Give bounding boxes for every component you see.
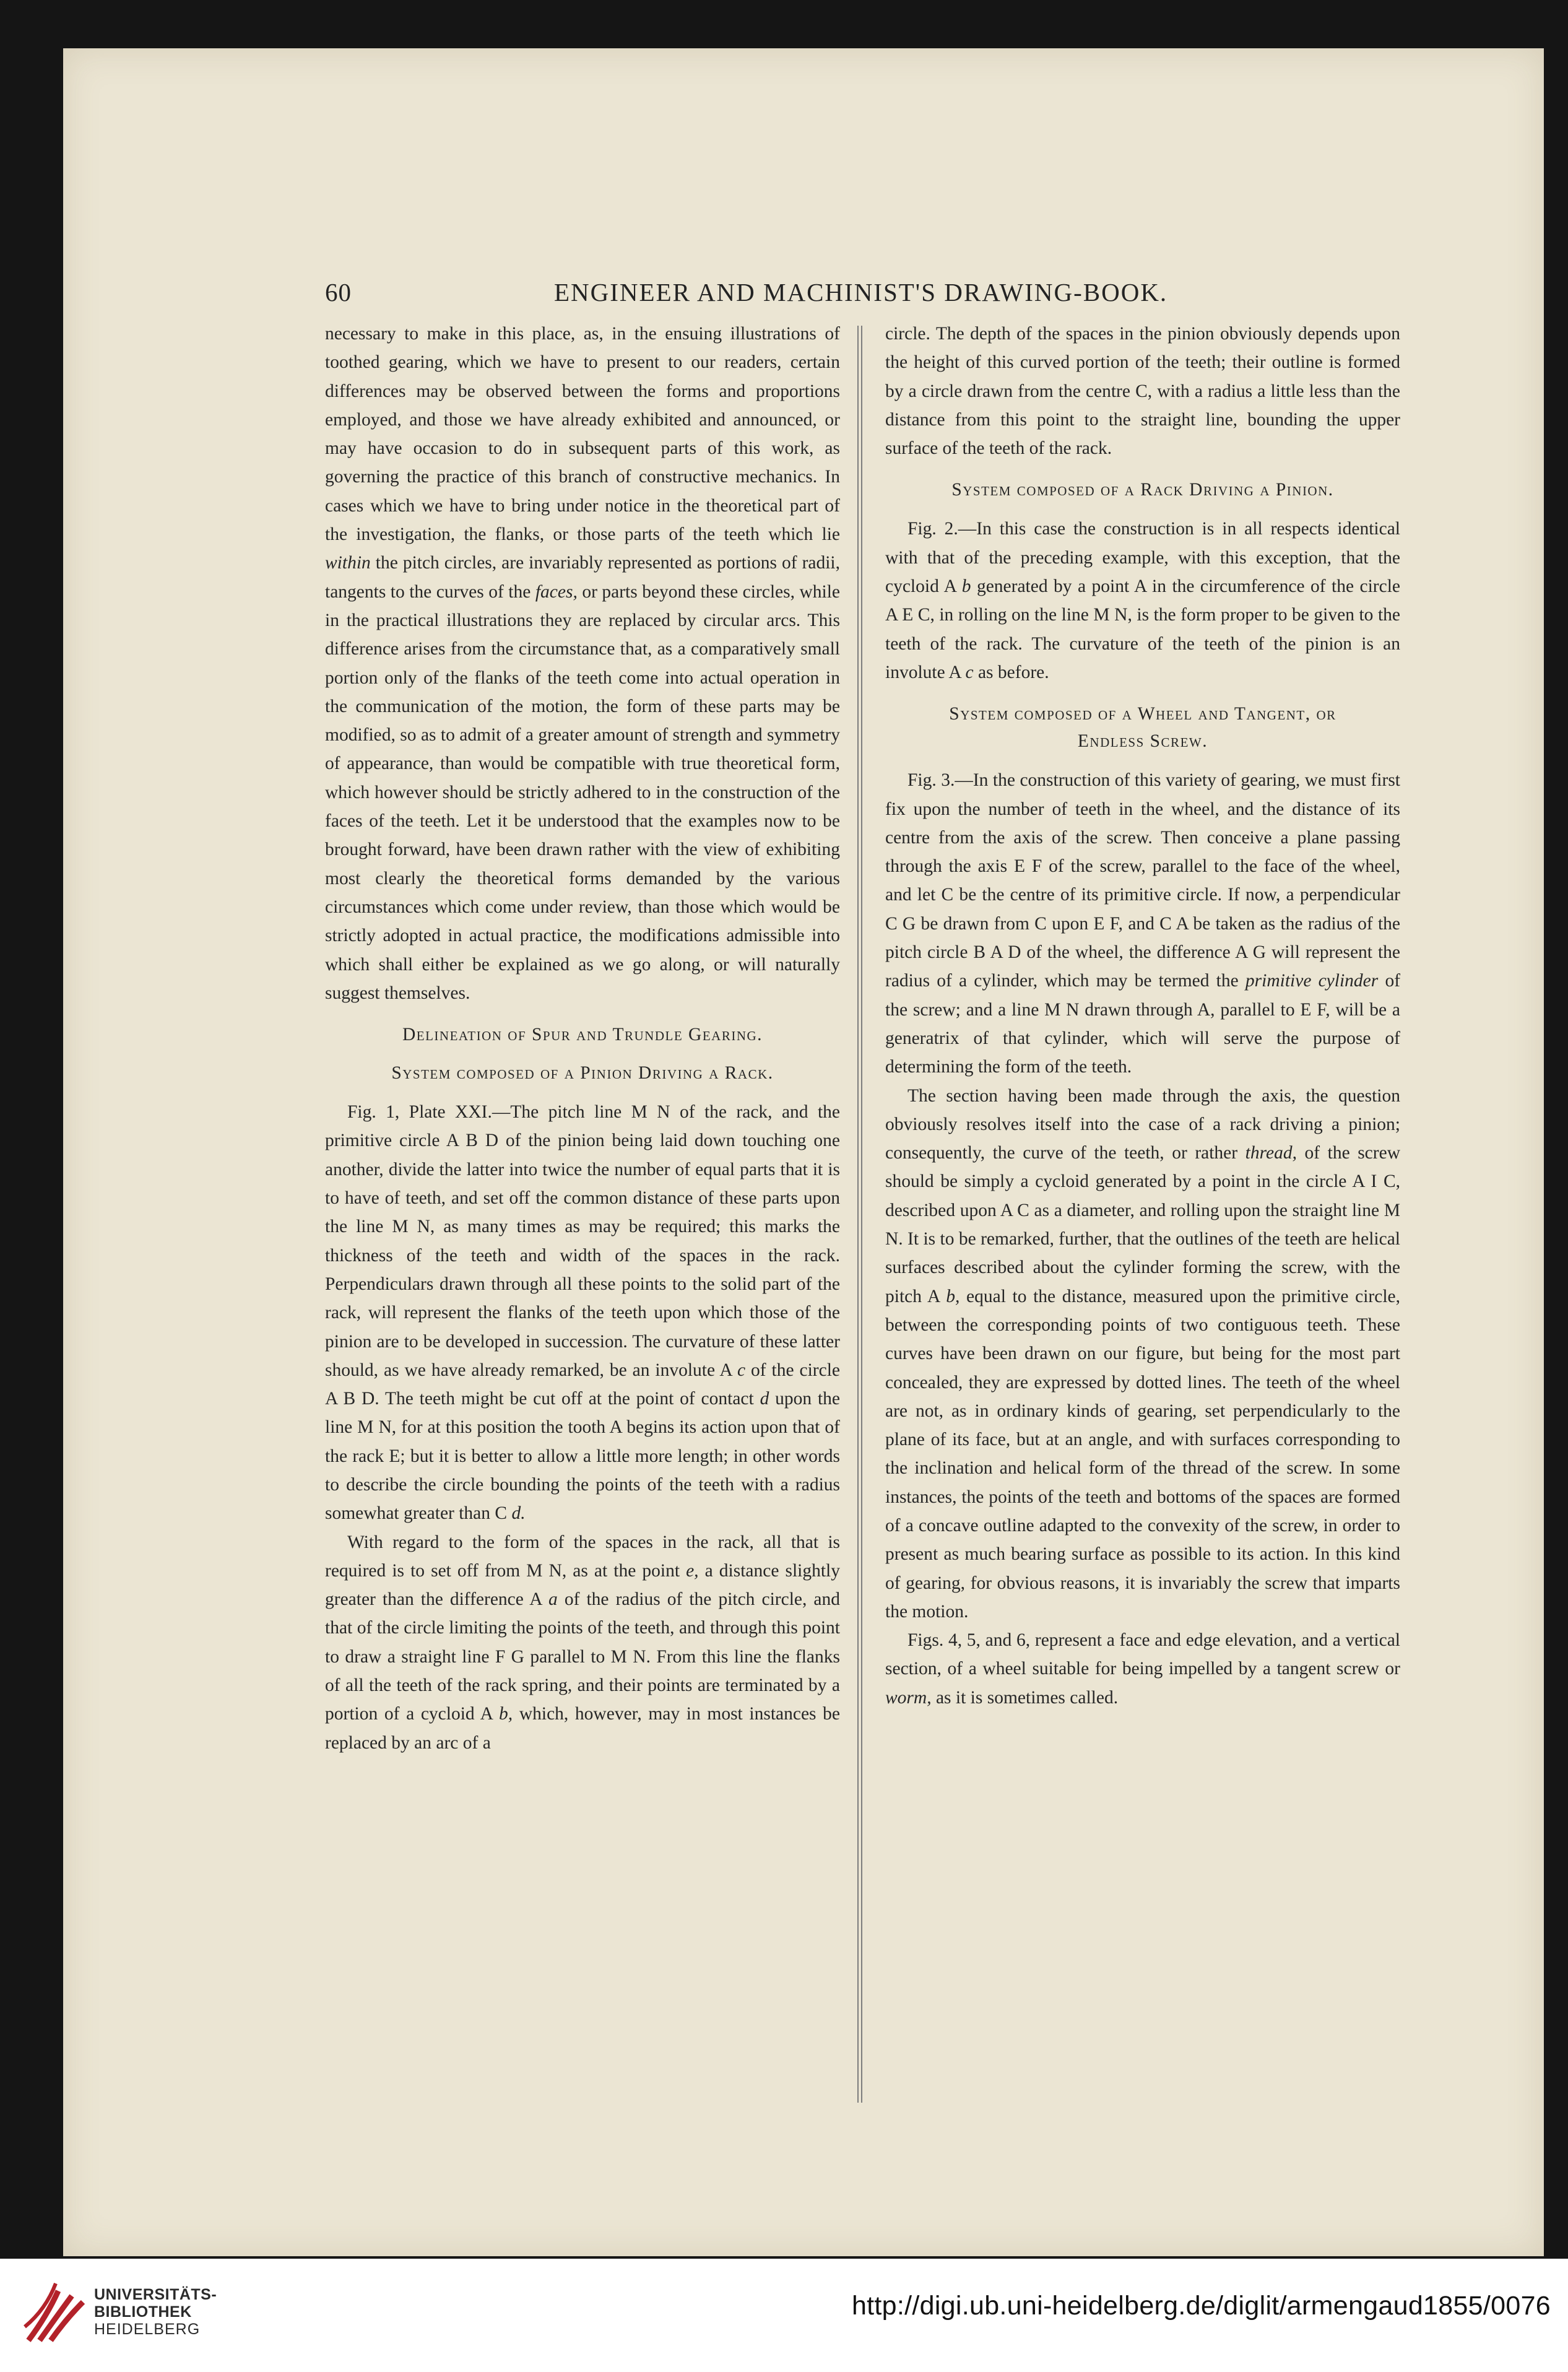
paragraph: With regard to the form of the spaces in the rack, all that is required is to set off from M N, as at the point e, a distance slightly greater than the difference A a of the radius of the pitch circle, and that of the circle limiting the points of the teeth, and through this point to draw a straight line F G parallel to M N. From this line the flanks of all the teeth of the rack spring, and their points are terminated by a portion of a cycloid A b, which, however, may in most instances be replaced by an arc of a bbox=[325, 1532, 840, 1753]
column-rule bbox=[857, 326, 859, 2103]
section-heading: System composed of a Rack Driving a Pinion. bbox=[951, 480, 1334, 500]
paragraph: necessary to make in this place, as, in the ensuing illustrations of toothed gearing, which we have to present to our readers, certain differences may be observed between the forms and proportions employed, and those we have already exhibited and announced, or may have occasion to do in subsequent parts of this work, as governing the practice of this branch of constructive mechanics. In cases which we have to bring under notice in the theoretical part of the investigation, the flanks, or those parts of the teeth which lie within the pitch circles, are invariably represented as portions of radii, tangents to the curves of the faces, or parts beyond these circles, while in the practical illustrations they are replaced by circular arcs. This difference arises from the circumstance that, as a comparatively small portion only of the flanks of the teeth come into actual operation in the communication of the motion, the form of these parts may be modified, so as to admit of a greater amount of strength and symmetry of appearance, than would be compatible with true theoretical form, which however should be strictly adhered to in the construction of the faces of the teeth. Let it be understood that the examples now to be brought forward, have been drawn rather with the view of exhibiting most clearly the theoretical forms demanded by the various circumstances which come under review, than those which would be strictly adopted in actual practice, the modifications admissible into which shall either be explained as we go along, or will naturally suggest themselves. bbox=[325, 324, 840, 1003]
section-heading: System composed of a Wheel and Tangent, or bbox=[949, 704, 1336, 724]
page-number: 60 bbox=[325, 278, 352, 306]
right-column bbox=[885, 319, 1400, 2109]
paragraph: Fig. 2.—In this case the construction is in all respects identical with that of the preceding example, with this exception, that the cycloid A b generated by a point A in the circumference of the circle A E C, in rolling on the line M N, is the form proper to be given to the teeth of the rack. The curvature of the teeth of the pinion is an involute A c as before. bbox=[885, 519, 1400, 682]
paragraph: Fig. 3.—In the construction of this variety of gearing, we must first fix upon the number of teeth in the wheel, and the distance of its centre from the axis of the screw. Then conceive a plane passing through the axis E F of the screw, parallel to the face of the wheel, and let C be the centre of its primitive circle. If now, a perpendicular C G be drawn from C upon E F, and C A be taken as the radius of the pitch circle B A D of the wheel, the difference A G will represent the radius of a cylinder, which may be termed the primitive cylinder of the screw; and a line M N drawn through A, parallel to E F, will be a generatrix of that cylinder, which will serve the purpose of determining the form of the teeth. bbox=[885, 770, 1400, 1077]
paragraph: Fig. 1, Plate XXI.—The pitch line M N of the rack, and the primitive circle A B D of the pinion being laid down touching one another, divide the latter into twice the number of equal parts that it is to have of teeth, and set off the common distance of these parts upon the line M N, as many times as may be required; this marks the thickness of the teeth and width of the spaces in the rack. Perpendiculars drawn through all these points to the solid part of the rack, will represent the flanks of the teeth upon which those of the pinion are to be developed in succession. The curvature of these latter should, as we have already remarked, be an involute A c of the circle A B D. The teeth might be cut off at the point of contact d upon the line M N, for at this position the tooth A begins its action upon that of the rack E; but it is better to allow a little more length; in other words to describe the circle bounding the points of the teeth with a radius somewhat greater than C d. bbox=[325, 1102, 840, 1524]
running-header bbox=[325, 277, 1402, 310]
running-title: ENGINEER AND MACHINIST'S DRAWING-BOOK. bbox=[554, 278, 1168, 306]
section-heading: System composed of a Pinion Driving a Rack. bbox=[391, 1063, 774, 1084]
column-rule bbox=[861, 326, 862, 2103]
paragraph: The section having been made through the axis, the question obviously resolves itself into the case of a rack driving a pinion; consequently, the curve of the teeth, or rather thread, of the screw should be simply a cycloid generated by a point in the circle A I C, described upon A C as a diameter, and rolling upon the straight line M N. It is to be remarked, further, that the outlines of the teeth are helical surfaces described about the cylinder forming the screw, with the pitch A b, equal to the distance, measured upon the primitive circle, between the corresponding points of two contiguous teeth. These curves have been drawn on our figure, but being for the most part concealed, they are expressed by dotted lines. The teeth of the wheel are not, as in ordinary kinds of gearing, set perpendicularly to the plane of its face, but at an angle, and with surfaces corresponding to the inclination and helical form of the thread of the screw. In some instances, the points of the teeth and bottoms of the spaces are formed of a concave outline adapted to the convexity of the screw, in order to present as much bearing surface as possible to its action. In this kind of gearing, for obvious reasons, it is invariably the screw that imparts the motion. bbox=[885, 1085, 1400, 1622]
paragraph: circle. The depth of the spaces in the pinion obviously depends upon the height of this curved portion of the teeth; their outline is formed by a circle drawn from the centre C, with a radius a little less than the distance from this point to the straight line, bounding the upper surface of the teeth of the rack. bbox=[885, 324, 1400, 459]
section-heading: Delineation of Spur and Trundle Gearing. bbox=[402, 1025, 763, 1045]
source-url-link[interactable]: http://digi.ub.uni-heidelberg.de/diglit/armengaud1855/0076 bbox=[851, 2291, 1551, 2321]
paragraph: Figs. 4, 5, and 6, represent a face and edge elevation, and a vertical section, of a wheel suitable for being impelled by a tangent screw or worm, as it is sometimes called. bbox=[885, 1630, 1400, 1708]
section-heading: Endless Screw. bbox=[1077, 731, 1208, 752]
library-name: UNIVERSITÄTS- BIBLIOTHEK HEIDELBERG bbox=[94, 2286, 217, 2338]
university-library-logo-icon bbox=[22, 2279, 87, 2347]
left-column bbox=[325, 319, 840, 2109]
